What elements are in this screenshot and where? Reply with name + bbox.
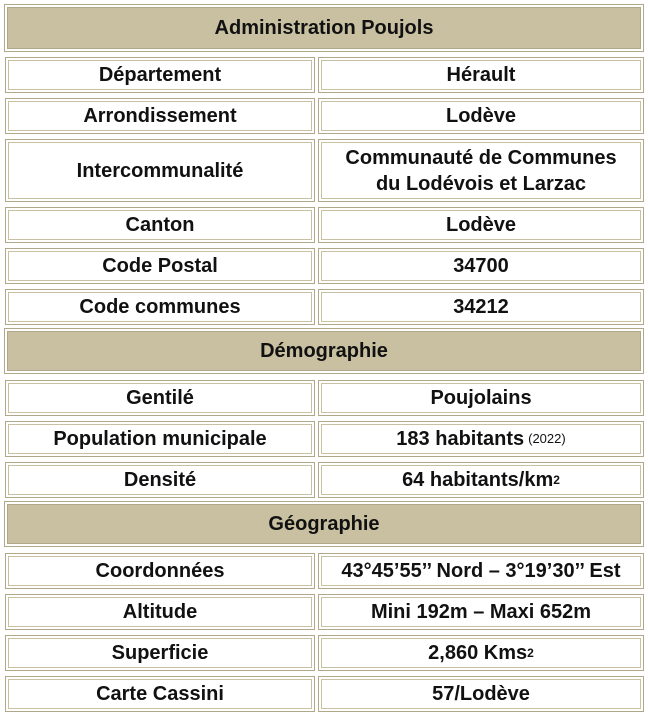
value-population xyxy=(318,421,644,457)
value-gentile: Poujolains xyxy=(318,380,644,416)
label-coordonnees: Coordonnées xyxy=(5,553,315,589)
value-altitude: Mini 192m – Maxi 652m xyxy=(318,594,644,630)
label-cassini: Carte Cassini xyxy=(5,676,315,712)
label-intercommunalite: Intercommunalité xyxy=(5,139,315,202)
label-departement: Département xyxy=(5,57,315,93)
value-arrondissement: Lodève xyxy=(318,98,644,134)
value-intercommunalite xyxy=(318,139,644,202)
label-code-postal: Code Postal xyxy=(5,248,315,284)
label-code-communes: Code communes xyxy=(5,289,315,325)
label-densite: Densité xyxy=(5,462,315,498)
section-header-demographie: Démographie xyxy=(4,328,644,374)
value-densite-text: 64 habitants/km xyxy=(402,469,554,491)
value-departement: Hérault xyxy=(318,57,644,93)
value-population-count: 183 habitants xyxy=(396,428,525,450)
label-canton: Canton xyxy=(5,207,315,243)
label-population: Population municipale xyxy=(5,421,315,457)
label-arrondissement: Arrondissement xyxy=(5,98,315,134)
label-altitude: Altitude xyxy=(5,594,315,630)
value-superficie: 2,860 Kms 2 xyxy=(318,635,644,671)
value-code-communes: 34212 xyxy=(318,289,644,325)
value-superficie-text: 2,860 Kms xyxy=(428,642,528,664)
label-superficie: Superficie xyxy=(5,635,315,671)
value-intercommunalite-line2: du Lodévois et Larzac xyxy=(375,172,587,195)
value-population-year: (2022) xyxy=(528,430,566,446)
value-intercommunalite-line1: Communauté de Communes xyxy=(345,146,617,169)
value-densite: 64 habitants/km 2 xyxy=(318,462,644,498)
label-gentile: Gentilé xyxy=(5,380,315,416)
section-header-administration: Administration Poujols xyxy=(4,4,644,52)
value-canton: Lodève xyxy=(318,207,644,243)
value-code-postal: 34700 xyxy=(318,248,644,284)
section-header-geographie: Géographie xyxy=(4,501,644,547)
value-coordonnees: 43°45’55’’ Nord – 3°19’30’’ Est xyxy=(318,553,644,589)
value-cassini: 57/Lodève xyxy=(318,676,644,712)
